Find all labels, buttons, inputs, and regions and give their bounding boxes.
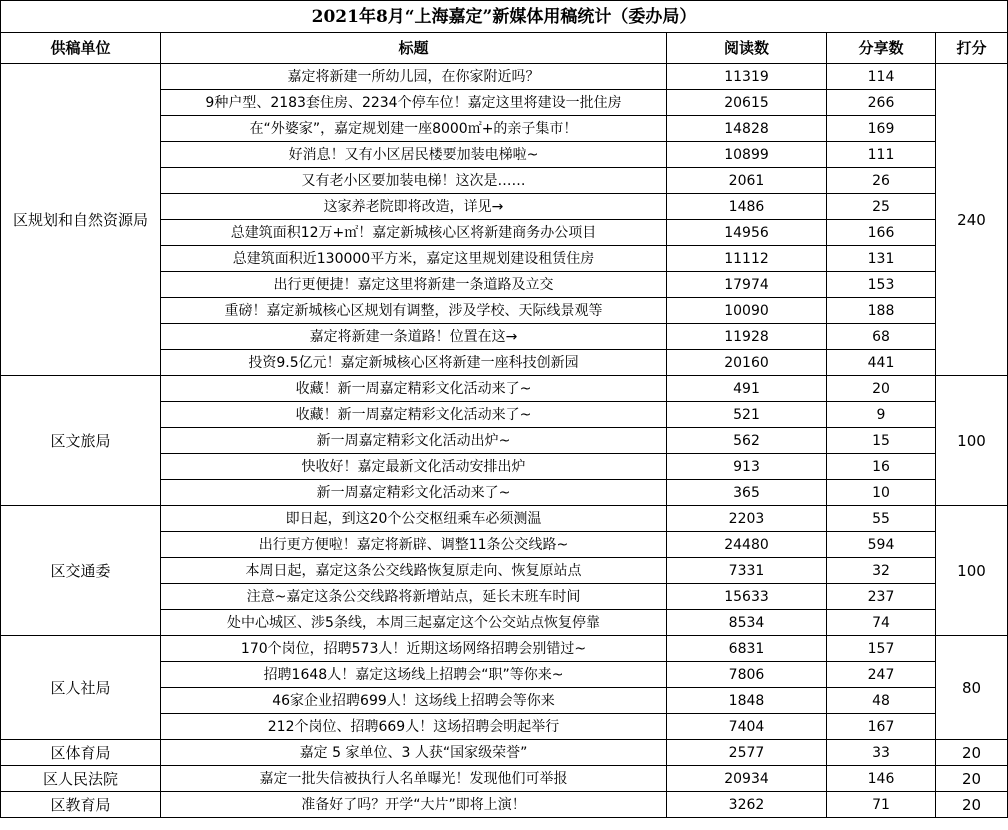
table-title: 2021年8月“上海嘉定”新媒体用稿统计（委办局） bbox=[1, 1, 1008, 33]
reads-cell: 521 bbox=[667, 402, 827, 428]
shares-cell: 25 bbox=[827, 194, 936, 220]
table-row bbox=[1, 740, 1008, 766]
unit-cell: 区人社局 bbox=[1, 636, 161, 740]
reads-cell: 2061 bbox=[667, 168, 827, 194]
header-reads: 阅读数 bbox=[667, 33, 827, 64]
shares-cell: 266 bbox=[827, 90, 936, 116]
reads-cell: 7404 bbox=[667, 714, 827, 740]
title-cell: 招聘1648人！嘉定这场线上招聘会“职”等你来~ bbox=[161, 662, 667, 688]
header-unit: 供稿单位 bbox=[1, 33, 161, 64]
shares-cell: 131 bbox=[827, 246, 936, 272]
shares-cell: 16 bbox=[827, 454, 936, 480]
header-score: 打分 bbox=[936, 33, 1008, 64]
reads-cell: 24480 bbox=[667, 532, 827, 558]
shares-cell: 441 bbox=[827, 350, 936, 376]
reads-cell: 20615 bbox=[667, 90, 827, 116]
title-cell: 嘉定将新建一条道路！位置在这→ bbox=[161, 324, 667, 350]
reads-cell: 491 bbox=[667, 376, 827, 402]
unit-cell: 区文旅局 bbox=[1, 376, 161, 506]
title-cell: 快收好！嘉定最新文化活动安排出炉 bbox=[161, 454, 667, 480]
reads-cell: 10899 bbox=[667, 142, 827, 168]
shares-cell: 111 bbox=[827, 142, 936, 168]
title-cell: 总建筑面积近130000平方米，嘉定这里规划建设租赁住房 bbox=[161, 246, 667, 272]
shares-cell: 71 bbox=[827, 792, 936, 818]
reads-cell: 365 bbox=[667, 480, 827, 506]
table-row bbox=[1, 766, 1008, 792]
header-title: 标题 bbox=[161, 33, 667, 64]
title-cell: 出行更方便啦！嘉定将新辟、调整11条公交线路~ bbox=[161, 532, 667, 558]
reads-cell: 20934 bbox=[667, 766, 827, 792]
shares-cell: 188 bbox=[827, 298, 936, 324]
table-row bbox=[1, 506, 1008, 532]
title-cell: 处中心城区、涉5条线，本周三起嘉定这个公交站点恢复停靠 bbox=[161, 610, 667, 636]
title-cell: 又有老小区要加装电梯！这次是…… bbox=[161, 168, 667, 194]
title-cell: 嘉定一批失信被执行人名单曝光！发现他们可举报 bbox=[161, 766, 667, 792]
shares-cell: 10 bbox=[827, 480, 936, 506]
score-cell: 20 bbox=[936, 766, 1008, 792]
reads-cell: 10090 bbox=[667, 298, 827, 324]
unit-cell: 区交通委 bbox=[1, 506, 161, 636]
title-cell: 注意~嘉定这条公交线路将新增站点，延长末班车时间 bbox=[161, 584, 667, 610]
title-cell: 出行更便捷！嘉定这里将新建一条道路及立交 bbox=[161, 272, 667, 298]
table-row bbox=[1, 792, 1008, 818]
unit-cell: 区教育局 bbox=[1, 792, 161, 818]
title-cell: 总建筑面积12万+㎡！嘉定新城核心区将新建商务办公项目 bbox=[161, 220, 667, 246]
table-row bbox=[1, 64, 1008, 90]
shares-cell: 153 bbox=[827, 272, 936, 298]
shares-cell: 55 bbox=[827, 506, 936, 532]
reads-cell: 1848 bbox=[667, 688, 827, 714]
reads-cell: 1486 bbox=[667, 194, 827, 220]
shares-cell: 15 bbox=[827, 428, 936, 454]
title-cell: 嘉定将新建一所幼儿园，在你家附近吗？ bbox=[161, 64, 667, 90]
shares-cell: 20 bbox=[827, 376, 936, 402]
unit-cell: 区规划和自然资源局 bbox=[1, 64, 161, 376]
score-cell: 20 bbox=[936, 740, 1008, 766]
reads-cell: 14828 bbox=[667, 116, 827, 142]
shares-cell: 157 bbox=[827, 636, 936, 662]
shares-cell: 146 bbox=[827, 766, 936, 792]
title-cell: 新一周嘉定精彩文化活动来了~ bbox=[161, 480, 667, 506]
title-cell: 收藏！新一周嘉定精彩文化活动来了~ bbox=[161, 402, 667, 428]
shares-cell: 48 bbox=[827, 688, 936, 714]
title-cell: 嘉定 5 家单位、3 人获“国家级荣誉” bbox=[161, 740, 667, 766]
shares-cell: 167 bbox=[827, 714, 936, 740]
shares-cell: 247 bbox=[827, 662, 936, 688]
reads-cell: 15633 bbox=[667, 584, 827, 610]
title-cell: 新一周嘉定精彩文化活动出炉~ bbox=[161, 428, 667, 454]
score-cell: 240 bbox=[936, 64, 1008, 376]
reads-cell: 2577 bbox=[667, 740, 827, 766]
title-cell: 170个岗位，招聘573人！近期这场网络招聘会别错过~ bbox=[161, 636, 667, 662]
title-cell: 9种户型、2183套住房、2234个停车位！嘉定这里将建设一批住房 bbox=[161, 90, 667, 116]
shares-cell: 237 bbox=[827, 584, 936, 610]
unit-cell: 区体育局 bbox=[1, 740, 161, 766]
title-cell: 收藏！新一周嘉定精彩文化活动来了~ bbox=[161, 376, 667, 402]
reads-cell: 20160 bbox=[667, 350, 827, 376]
reads-cell: 7806 bbox=[667, 662, 827, 688]
title-cell: 准备好了吗？开学“大片”即将上演！ bbox=[161, 792, 667, 818]
title-cell: 投资9.5亿元！嘉定新城核心区将新建一座科技创新园 bbox=[161, 350, 667, 376]
title-cell: 46家企业招聘699人！这场线上招聘会等你来 bbox=[161, 688, 667, 714]
title-cell: 好消息！又有小区居民楼要加装电梯啦~ bbox=[161, 142, 667, 168]
score-cell: 80 bbox=[936, 636, 1008, 740]
reads-cell: 8534 bbox=[667, 610, 827, 636]
title-cell: 本周日起，嘉定这条公交线路恢复原走向、恢复原站点 bbox=[161, 558, 667, 584]
shares-cell: 26 bbox=[827, 168, 936, 194]
shares-cell: 74 bbox=[827, 610, 936, 636]
score-cell: 100 bbox=[936, 376, 1008, 506]
title-cell: 212个岗位、招聘669人！这场招聘会明起举行 bbox=[161, 714, 667, 740]
reads-cell: 11319 bbox=[667, 64, 827, 90]
reads-cell: 562 bbox=[667, 428, 827, 454]
reads-cell: 913 bbox=[667, 454, 827, 480]
shares-cell: 166 bbox=[827, 220, 936, 246]
unit-cell: 区人民法院 bbox=[1, 766, 161, 792]
reads-cell: 11112 bbox=[667, 246, 827, 272]
shares-cell: 169 bbox=[827, 116, 936, 142]
reads-cell: 6831 bbox=[667, 636, 827, 662]
table-body bbox=[1, 64, 1008, 818]
table-row bbox=[1, 376, 1008, 402]
reads-cell: 11928 bbox=[667, 324, 827, 350]
table-row bbox=[1, 636, 1008, 662]
shares-cell: 68 bbox=[827, 324, 936, 350]
score-cell: 20 bbox=[936, 792, 1008, 818]
header-shares: 分享数 bbox=[827, 33, 936, 64]
reads-cell: 17974 bbox=[667, 272, 827, 298]
title-cell: 在“外婆家”，嘉定规划建一座8000㎡+的亲子集市！ bbox=[161, 116, 667, 142]
shares-cell: 9 bbox=[827, 402, 936, 428]
shares-cell: 114 bbox=[827, 64, 936, 90]
score-cell: 100 bbox=[936, 506, 1008, 636]
title-cell: 即日起，到这20个公交枢纽乘车必须测温 bbox=[161, 506, 667, 532]
title-cell: 这家养老院即将改造，详见→ bbox=[161, 194, 667, 220]
reads-cell: 3262 bbox=[667, 792, 827, 818]
shares-cell: 33 bbox=[827, 740, 936, 766]
reads-cell: 14956 bbox=[667, 220, 827, 246]
reads-cell: 2203 bbox=[667, 506, 827, 532]
title-cell: 重磅！嘉定新城核心区规划有调整，涉及学校、天际线景观等 bbox=[161, 298, 667, 324]
reads-cell: 7331 bbox=[667, 558, 827, 584]
shares-cell: 594 bbox=[827, 532, 936, 558]
shares-cell: 32 bbox=[827, 558, 936, 584]
